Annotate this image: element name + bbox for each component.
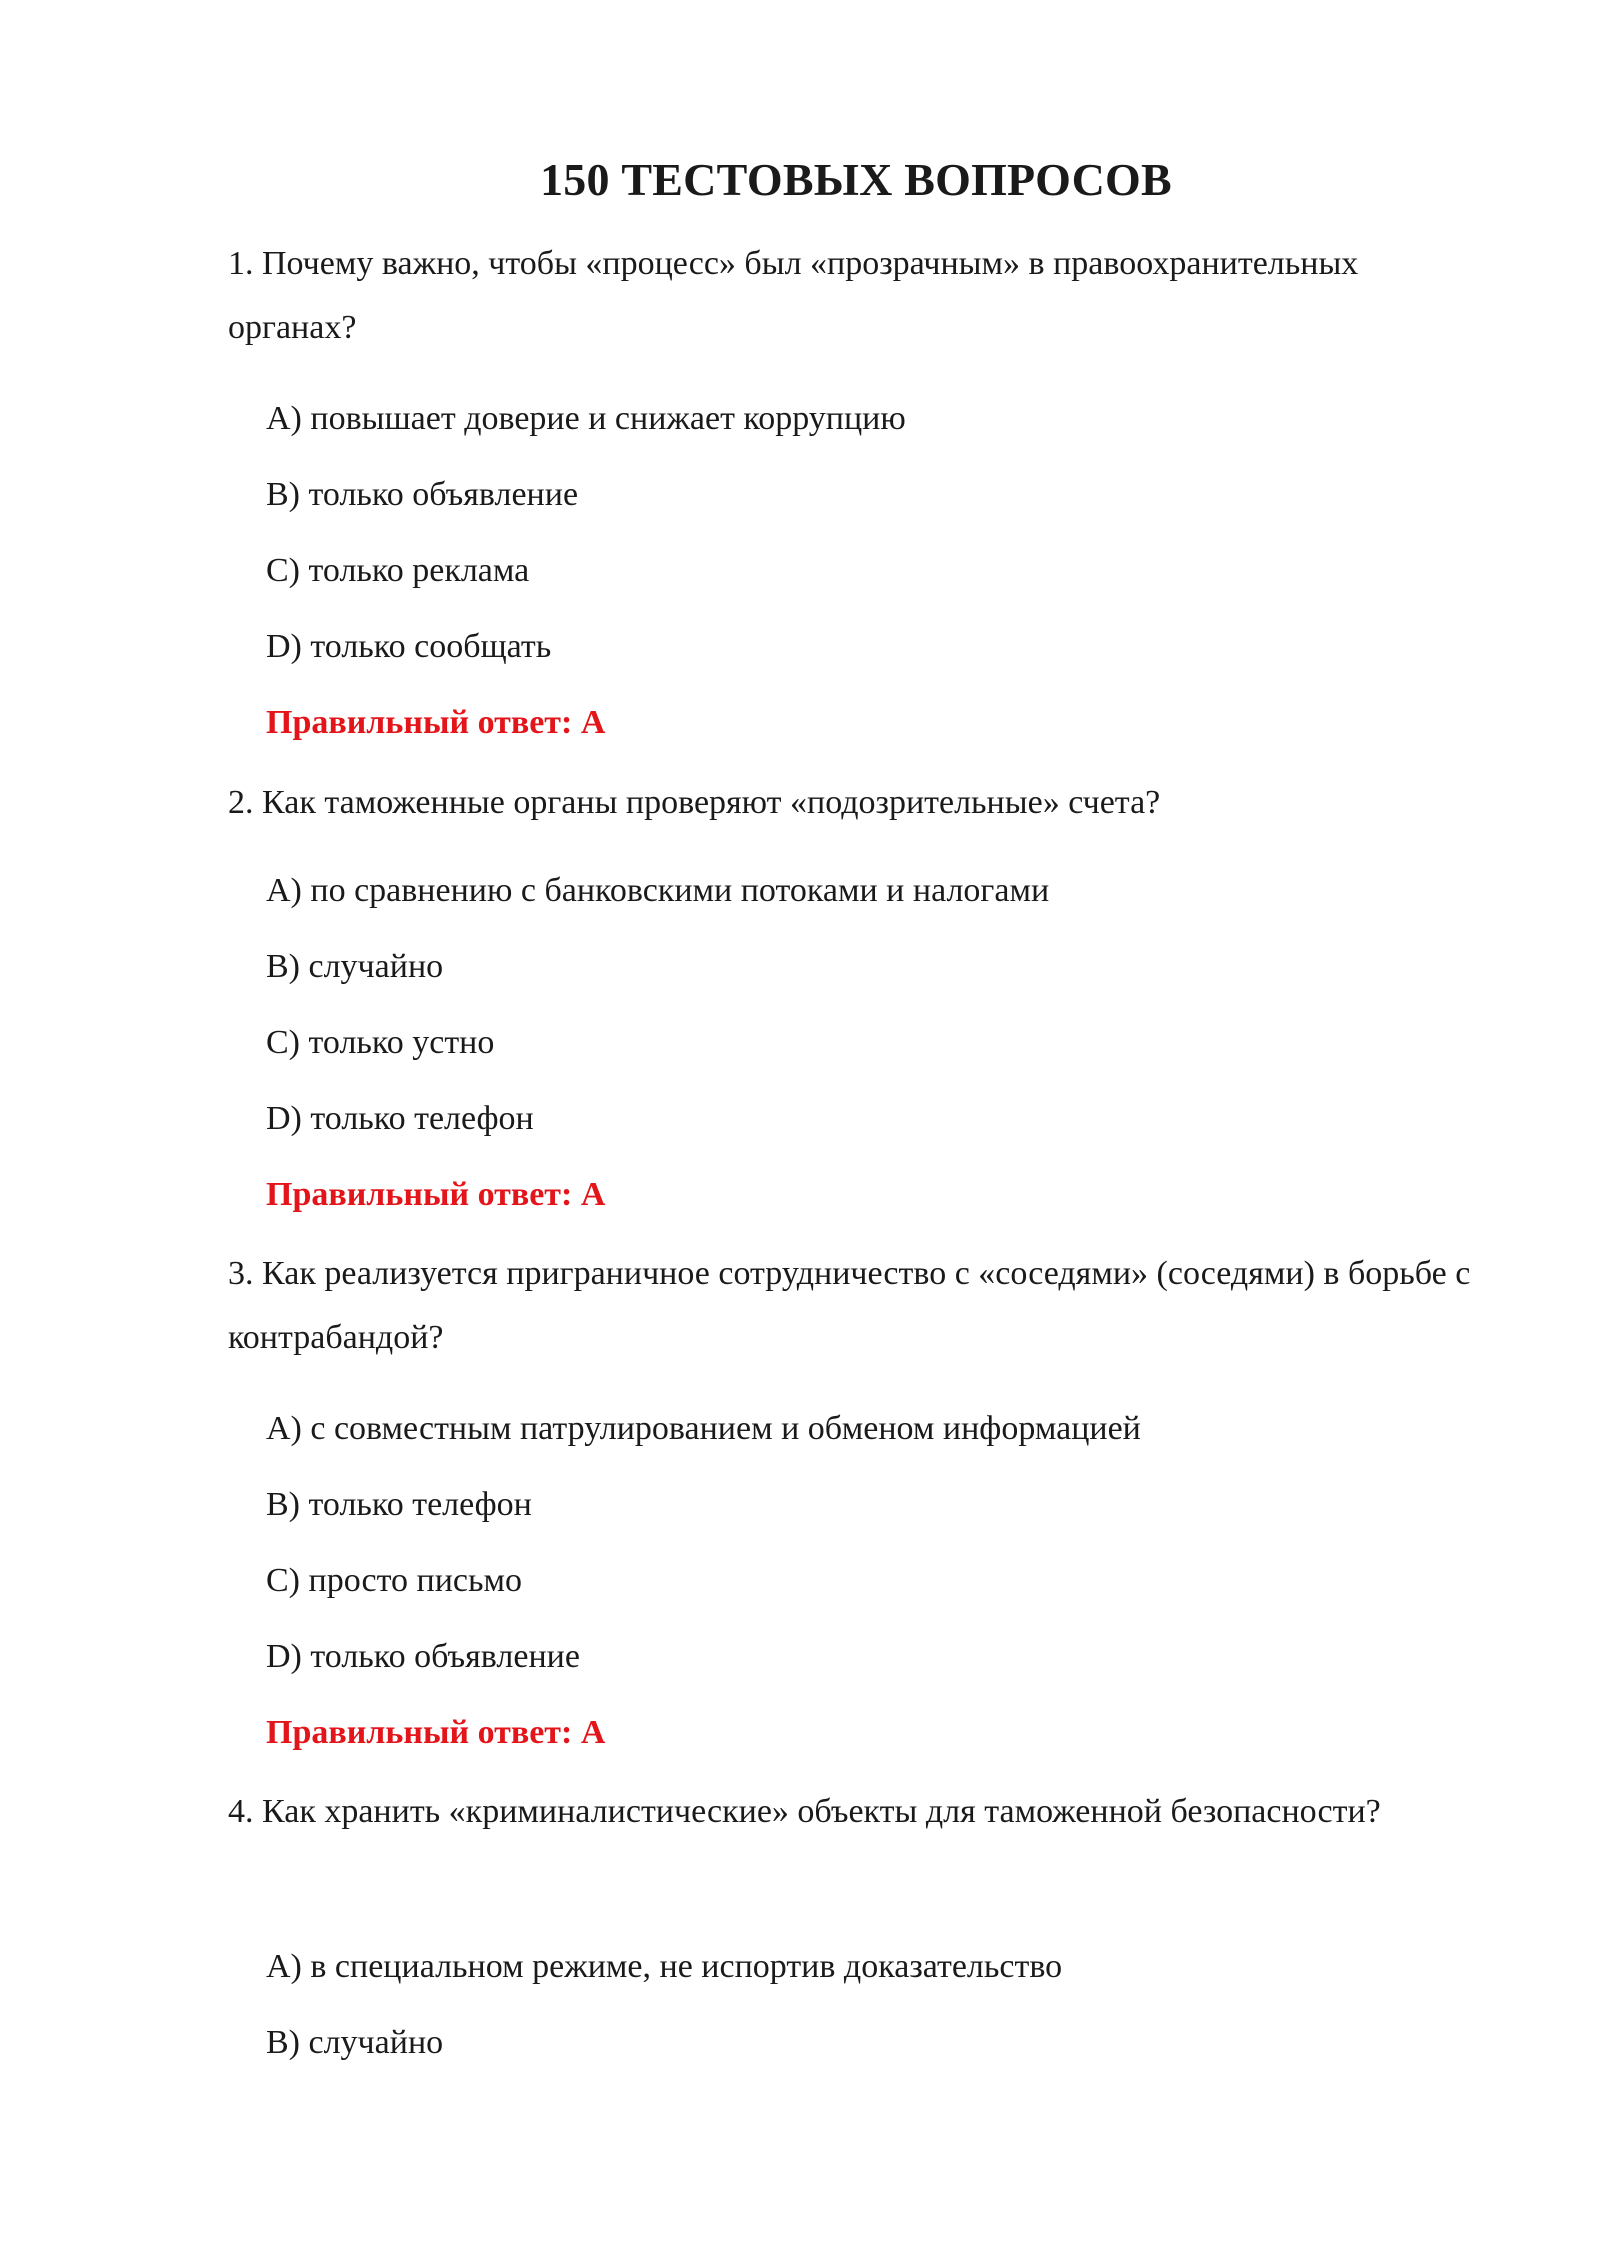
question-1-option-b: B) только объявление — [266, 476, 579, 513]
question-4-option-b: B) случайно — [266, 2024, 444, 2061]
question-2-correct-answer — [266, 1171, 605, 1219]
question-2-text: 2. Как таможенные органы проверяют «подозрительные» счета? — [228, 784, 1161, 821]
question-2-option-a: A) по сравнению с банковскими потоками и налогами — [266, 872, 1050, 909]
document-title: 150 ТЕСТОВЫХ ВОПРОСОВ — [540, 154, 1172, 205]
correct-answer-value: A — [580, 1714, 606, 1751]
question-1-option-d: D) только сообщать — [266, 628, 552, 665]
question-4-option-a: A) в специальном режиме, не испортив доказательство — [266, 1948, 1063, 1985]
question-3-correct-answer — [266, 1709, 605, 1757]
question-3-option-b: B) только телефон — [266, 1486, 532, 1523]
correct-answer-label: Правильный ответ: — [266, 704, 573, 741]
correct-answer-value: A — [580, 1176, 606, 1213]
question-2-option-d: D) только телефон — [266, 1100, 534, 1137]
question-3-text: 3. Как реализуется приграничное сотрудничество с «соседями» (соседями) в борьбе с контрабандой? — [228, 1255, 1471, 1356]
question-3-option-c: C) просто письмо — [266, 1562, 523, 1599]
question-1-correct-answer — [266, 699, 605, 747]
question-3-option-d: D) только объявление — [266, 1638, 580, 1675]
correct-answer-label: Правильный ответ: — [266, 1714, 573, 1751]
question-2-option-b: B) случайно — [266, 948, 444, 985]
question-2-option-c: C) только устно — [266, 1024, 495, 1061]
question-4-text: 4. Как хранить «криминалистические» объекты для таможенной безопасности? — [228, 1793, 1381, 1830]
question-1-option-c: C) только реклама — [266, 552, 530, 589]
correct-answer-label: Правильный ответ: — [266, 1176, 573, 1213]
question-1-text: 1. Почему важно, чтобы «процесс» был «прозрачным» в правоохранительных органах? — [228, 245, 1359, 346]
question-1-option-a: A) повышает доверие и снижает коррупцию — [266, 400, 906, 437]
question-3-option-a: A) с совместным патрулированием и обменом информацией — [266, 1410, 1141, 1447]
correct-answer-value: A — [580, 704, 606, 741]
